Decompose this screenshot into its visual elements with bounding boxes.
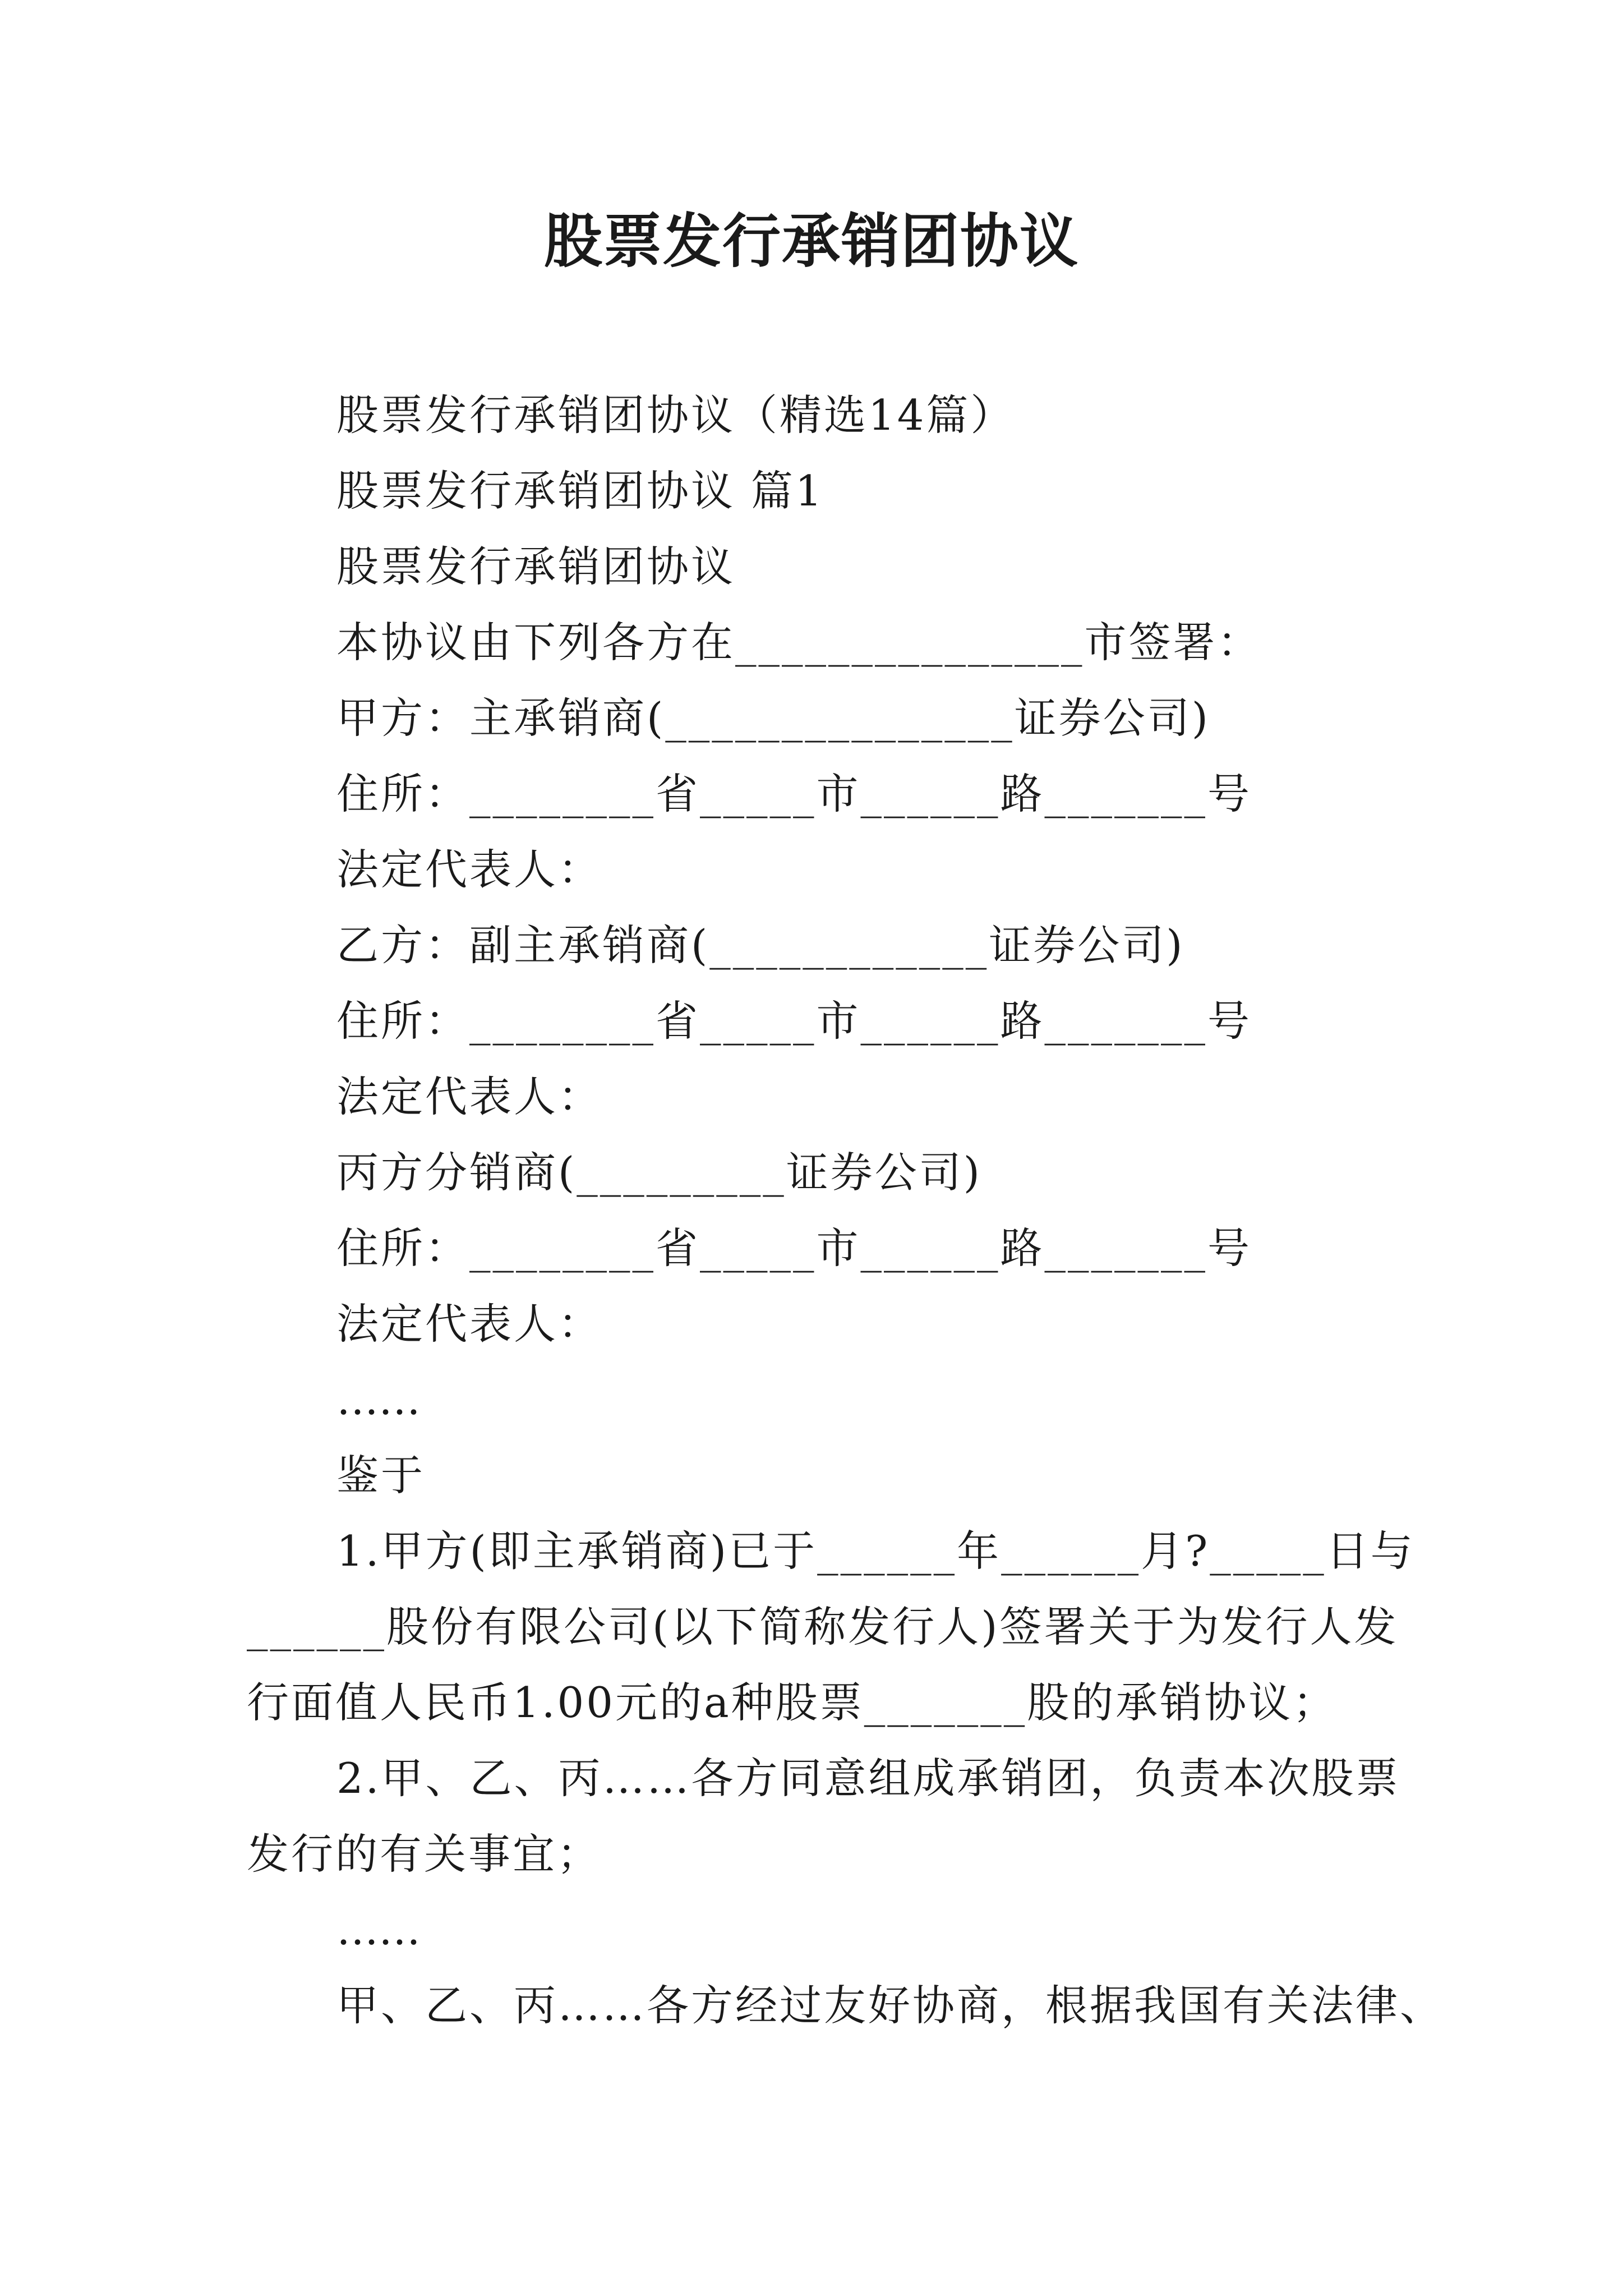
agreement-name: 股票发行承销团协议 — [336, 542, 736, 591]
recital-1-line-2: ______股份有限公司(以下简称发行人)签署关于为发行人发 — [247, 1602, 1399, 1651]
party-c-line: 丙方分销商(_________证券公司) — [336, 1148, 983, 1197]
party-b-representative: 法定代表人： — [336, 1072, 603, 1121]
party-a-address: 住所：________省_____市______路_______号 — [336, 769, 1252, 818]
recital-2-line-2: 发行的有关事宜； — [247, 1829, 602, 1879]
ellipsis-line: …… — [336, 1375, 421, 1424]
party-a-line: 甲方：主承销商(_______________证券公司) — [336, 693, 1211, 743]
agreement-clause-line: 甲、乙、丙……各方经过友好协商，根据我国有关法律、 — [336, 1981, 1445, 2030]
party-a-representative: 法定代表人： — [336, 845, 603, 894]
signing-city-line: 本协议由下列各方在_______________市签署： — [336, 618, 1262, 667]
whereas-heading: 鉴于 — [336, 1451, 426, 1500]
party-c-address: 住所：________省_____市______路_______号 — [336, 1223, 1252, 1273]
document-title: 股票发行承销团协议 — [543, 206, 1079, 275]
recital-1-line-1: 1.甲方(即主承销商)已于______年______月?_____日与 — [336, 1526, 1415, 1576]
ellipsis-line-2: …… — [336, 1905, 421, 1954]
party-c-representative: 法定代表人： — [336, 1299, 603, 1349]
party-b-address: 住所：________省_____市______路_______号 — [336, 996, 1252, 1046]
subtitle-line: 股票发行承销团协议（精选14篇） — [336, 390, 1015, 440]
recital-2-line-1: 2.甲、乙、丙……各方同意组成承销团，负责本次股票 — [336, 1754, 1400, 1803]
party-b-line: 乙方：副主承销商(____________证券公司) — [336, 921, 1185, 970]
section-heading: 股票发行承销团协议 篇1 — [336, 466, 824, 516]
recital-1-line-3: 行面值人民币1.00元的a种股票_______股的承销协议； — [247, 1678, 1338, 1727]
